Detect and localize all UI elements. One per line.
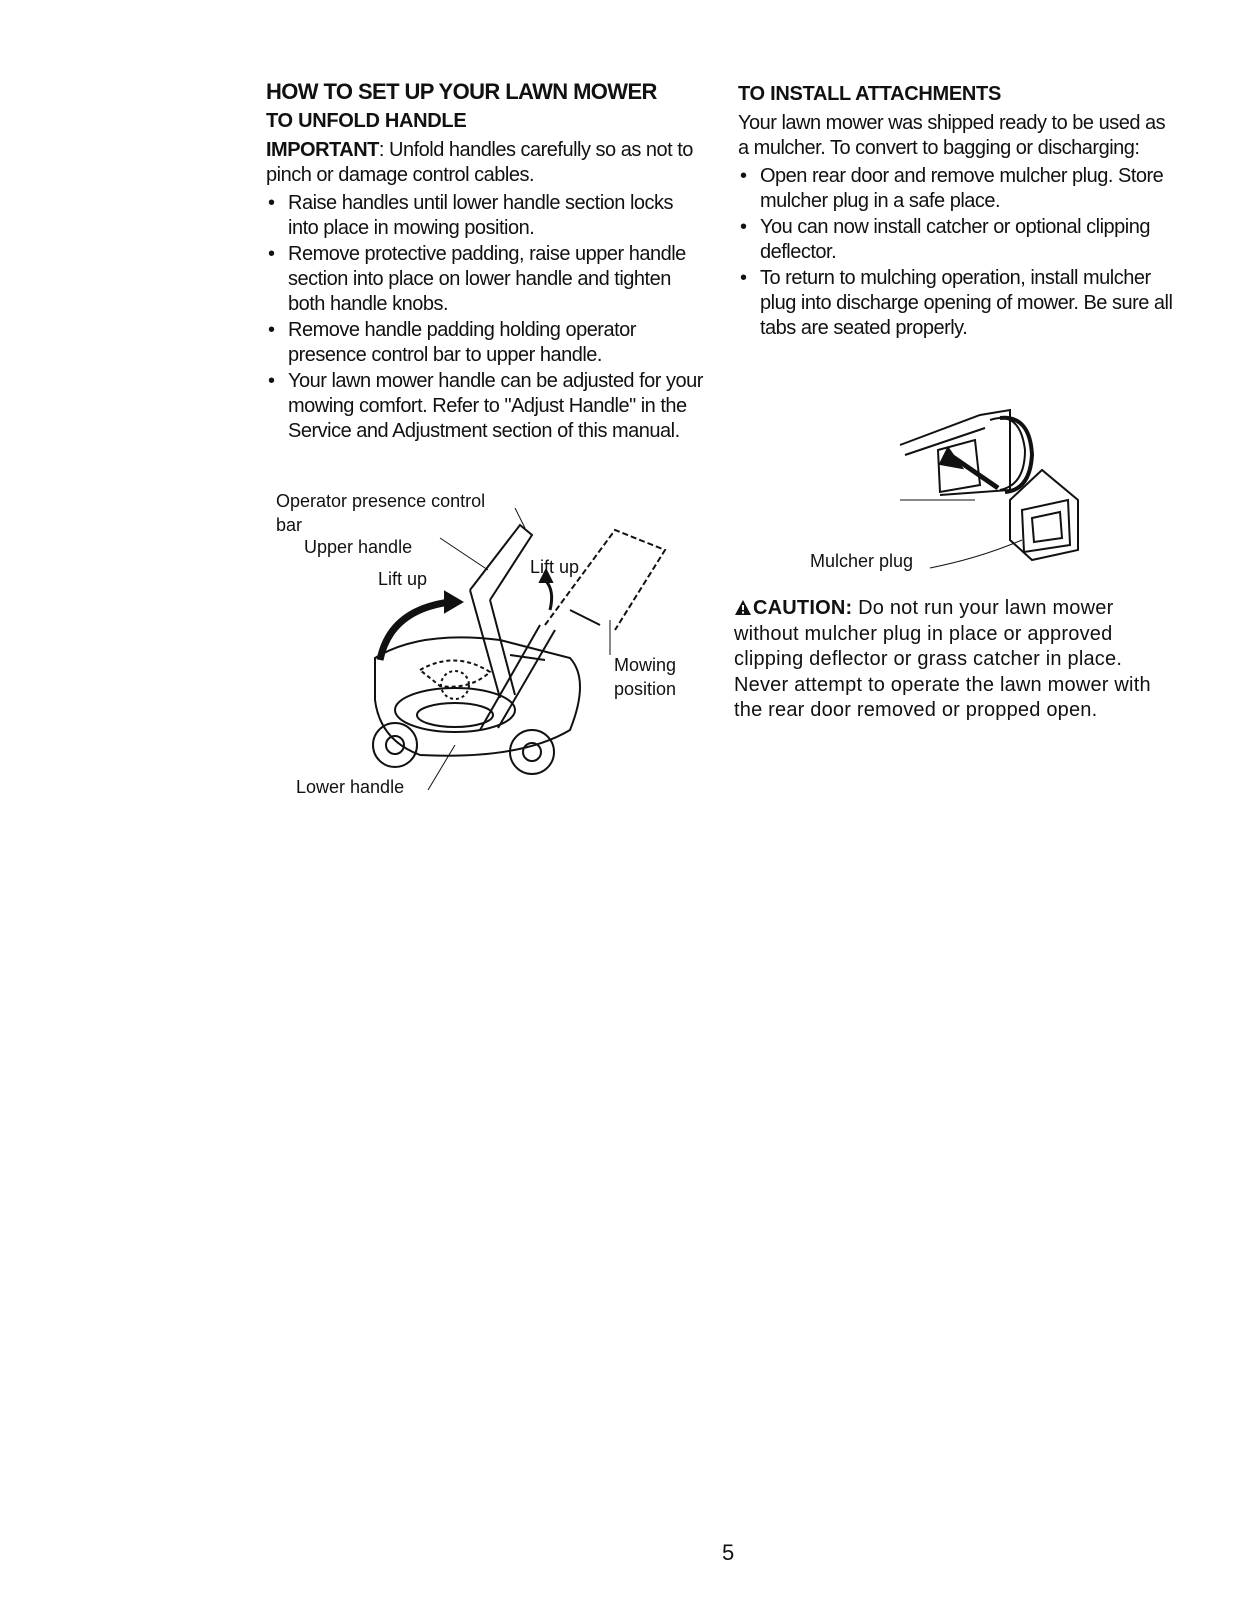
list-item (738, 215, 1178, 265)
important-label: IMPORTANT (266, 139, 379, 161)
label-lower-handle: Lower handle (296, 777, 405, 797)
important-text: : Unfold handles carefully so as not to pinch or damage control cables. (266, 139, 693, 186)
label-operator-bar-1: Operator presence control (276, 491, 486, 511)
unfold-steps-list (266, 191, 706, 444)
bullet-icon: • (268, 243, 275, 265)
label-lift-up-right: Lift up (530, 557, 580, 577)
list-item (266, 369, 706, 444)
bullet-icon: • (740, 267, 747, 289)
list-item-text: You can now install catcher or optional clipping deflector. (760, 216, 1150, 263)
attachments-intro: Your lawn mower was shipped ready to be used as a mulcher. To convert to bagging or discharging: (738, 112, 1166, 159)
page-number: 5 (722, 1540, 735, 1565)
list-item (738, 164, 1178, 214)
caution-block (734, 596, 1154, 744)
label-upper-handle: Upper handle (304, 537, 413, 557)
label-mulcher-plug: Mulcher plug (810, 551, 914, 571)
subsection-title-unfold-handle: TO UNFOLD HANDLE (266, 110, 467, 132)
right-column (738, 78, 1178, 342)
list-item (738, 266, 1178, 341)
left-column (266, 78, 706, 445)
list-item-text: To return to mulching operation, install mulcher plug into discharge opening of mower. Be sure all tabs are seated properly. (760, 267, 1173, 339)
list-item-text: Remove protective padding, raise upper handle section into place on lower handle and tighten both handle knobs. (288, 243, 686, 315)
bullet-icon: • (740, 216, 747, 238)
list-item-text: Remove handle padding holding operator presence control bar to upper handle. (288, 319, 636, 366)
caution-label: CAUTION: (753, 597, 853, 619)
bullet-icon: • (268, 370, 275, 392)
figure-unfold-handle (270, 490, 710, 800)
bullet-icon: • (268, 319, 275, 341)
section-title-setup: HOW TO SET UP YOUR LAWN MOWER (266, 79, 657, 104)
list-item-text: Your lawn mower handle can be adjusted for your mowing comfort. Refer to "Adjust Handle" in the Service and Adjustment section of this manual. (288, 370, 703, 442)
label-lift-up-left: Lift up (378, 569, 428, 589)
important-note (266, 138, 706, 188)
caution-text-block (734, 596, 1154, 724)
label-position: position (614, 679, 677, 699)
list-item (266, 242, 706, 317)
attachments-steps-list (738, 164, 1178, 341)
section-title-attachments: TO INSTALL ATTACHMENTS (738, 83, 1002, 105)
list-item-text: Raise handles until lower handle section locks into place in mowing position. (288, 192, 674, 239)
warning-triangle-icon (734, 599, 752, 616)
label-mowing: Mowing (614, 655, 677, 675)
caution-text: Do not run your lawn mower without mulcher plug in place or approved clipping deflector or grass catcher in place. Never attempt to operate the lawn mower with the rear door removed or propped open. (734, 597, 1151, 721)
label-operator-bar-2: bar (276, 515, 303, 535)
list-item (266, 191, 706, 241)
bullet-icon: • (740, 165, 747, 187)
list-item (266, 318, 706, 368)
bullet-icon: • (268, 192, 275, 214)
figure-mulcher-plug (810, 400, 1100, 580)
list-item-text: Open rear door and remove mulcher plug. Store mulcher plug in a safe place. (760, 165, 1164, 212)
